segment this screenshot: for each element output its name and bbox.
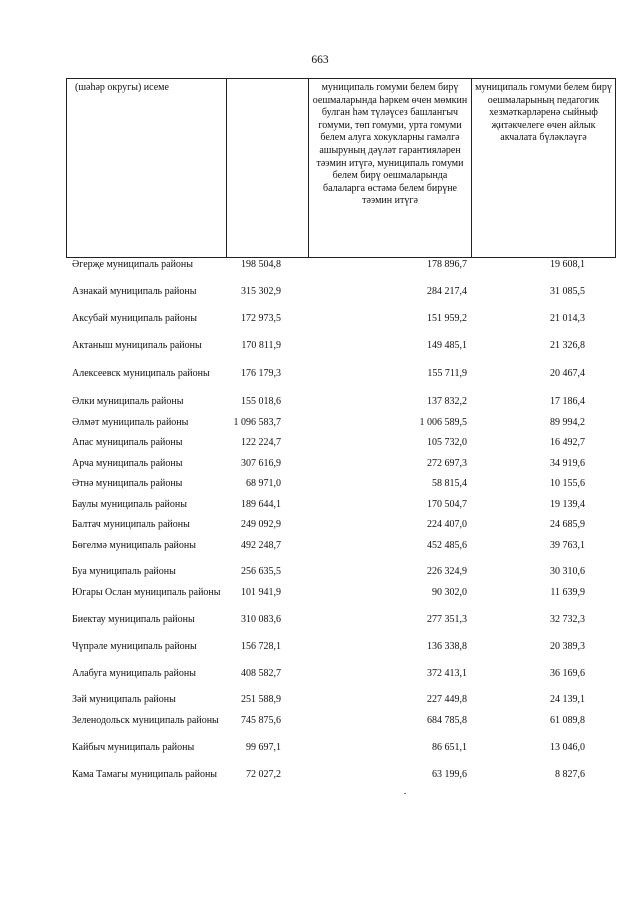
value-class-bonus: 24 139,1 — [550, 694, 585, 705]
table-row — [72, 368, 617, 380]
value-total: 745 875,6 — [241, 715, 281, 726]
value-class-bonus: 89 994,2 — [550, 417, 585, 428]
value-total: 189 644,1 — [241, 499, 281, 510]
district-name: Чүпрәле муниципаль районы — [72, 641, 197, 652]
header-name-column: (шәһәр округы) исеме — [67, 79, 227, 258]
district-name: Зәй муниципаль районы — [72, 694, 176, 705]
value-education: 1 006 589,5 — [419, 417, 467, 428]
value-total: 1 096 583,7 — [233, 417, 281, 428]
district-name: Буа муниципаль районы — [72, 566, 176, 577]
value-class-bonus: 19 139,4 — [550, 499, 585, 510]
value-total: 68 971,0 — [246, 478, 281, 489]
value-total: 99 697,1 — [246, 742, 281, 753]
value-class-bonus: 16 492,7 — [550, 437, 585, 448]
value-class-bonus: 13 046,0 — [550, 742, 585, 753]
value-education: 63 199,6 — [432, 769, 467, 780]
value-class-bonus: 21 326,8 — [550, 340, 585, 351]
value-education: 452 485,6 — [427, 540, 467, 551]
district-name: Аксубай муниципаль районы — [72, 313, 197, 324]
table-row — [72, 587, 617, 599]
value-education: 151 959,2 — [427, 313, 467, 324]
value-total: 307 616,9 — [241, 458, 281, 469]
district-name: Кама Тамагы муниципаль районы — [72, 769, 218, 780]
header-total-column — [227, 79, 309, 258]
value-education: 178 896,7 — [427, 259, 467, 270]
value-total: 172 973,5 — [241, 313, 281, 324]
district-name: Азнакай муниципаль районы — [72, 286, 197, 297]
value-education: 170 504,7 — [427, 499, 467, 510]
table-row — [72, 715, 617, 727]
district-name: Биектау муниципаль районы — [72, 614, 195, 625]
table-row — [72, 614, 617, 626]
value-class-bonus: 20 467,4 — [550, 368, 585, 379]
value-class-bonus: 61 089,8 — [550, 715, 585, 726]
table-row — [72, 668, 617, 680]
district-name: Әлмәт муниципаль районы — [72, 417, 189, 428]
table-row — [72, 540, 617, 552]
value-class-bonus: 20 389,3 — [550, 641, 585, 652]
district-name: Кайбыч муниципаль районы — [72, 742, 195, 753]
district-name: Әгерҗе муниципаль районы — [72, 259, 194, 270]
value-class-bonus: 39 763,1 — [550, 540, 585, 551]
value-total: 156 728,1 — [241, 641, 281, 652]
table-row — [72, 437, 617, 449]
value-total: 408 582,7 — [241, 668, 281, 679]
table-row — [72, 566, 617, 578]
value-education: 227 449,8 — [427, 694, 467, 705]
table-row — [72, 694, 617, 706]
value-education: 684 785,8 — [427, 715, 467, 726]
district-name: Арча муниципаль районы — [72, 458, 183, 469]
value-class-bonus: 19 608,1 — [550, 259, 585, 270]
value-total: 122 224,7 — [241, 437, 281, 448]
table-row — [72, 396, 617, 408]
value-education: 137 832,2 — [427, 396, 467, 407]
value-total: 251 588,9 — [241, 694, 281, 705]
district-name: Зеленодольск муниципаль районы — [72, 715, 219, 726]
value-education: 224 407,0 — [427, 519, 467, 530]
table-row — [72, 417, 617, 429]
district-name: Алексеевск муниципаль районы — [72, 368, 210, 379]
table-row — [72, 458, 617, 470]
table-row — [72, 769, 617, 781]
value-education: 277 351,3 — [427, 614, 467, 625]
table-row — [72, 340, 617, 352]
value-total: 256 635,5 — [241, 566, 281, 577]
value-total: 249 092,9 — [241, 519, 281, 530]
district-name: Актаныш муниципаль районы — [72, 340, 202, 351]
value-total: 198 504,8 — [241, 259, 281, 270]
value-class-bonus: 17 186,4 — [550, 396, 585, 407]
value-education: 272 697,3 — [427, 458, 467, 469]
header-education-guarantees-column: муниципаль гомуми белем бирү оешмаларында һәркем өчен мөмкин булган һәм түләүсез башлангыч гомуми, төп гомуми, урта гомуми белем алуга хокукларны гамәлгә ашыруның дәүләт гарантияләрен тәэмин итүгә, муниципаль гомуми белем бирү оешмаларында балаларга өстәмә белем бирүне тәэмин итүгә — [309, 79, 472, 258]
value-class-bonus: 24 685,9 — [550, 519, 585, 530]
table-row — [72, 286, 617, 298]
value-class-bonus: 36 169,6 — [550, 668, 585, 679]
value-class-bonus: 10 155,6 — [550, 478, 585, 489]
header-class-teacher-bonus-column: муниципаль гомуми белем бирү оешмаларының педагогик хезмәткәрләренә сыйныф җитәкчелеге өчен айлык акчалата бүләкләүгә — [472, 79, 616, 258]
value-total: 492 248,7 — [241, 540, 281, 551]
district-name: Баулы муниципаль районы — [72, 499, 187, 510]
table-row — [72, 313, 617, 325]
value-education: 149 485,1 — [427, 340, 467, 351]
value-education: 58 815,4 — [432, 478, 467, 489]
value-education: 105 732,0 — [427, 437, 467, 448]
value-total: 155 018,6 — [241, 396, 281, 407]
value-education: 155 711,9 — [427, 368, 467, 379]
value-education: 90 302,0 — [432, 587, 467, 598]
value-class-bonus: 34 919,6 — [550, 458, 585, 469]
district-name: Балтач муниципаль районы — [72, 519, 190, 530]
value-total: 72 027,2 — [246, 769, 281, 780]
district-name: Әтнә муниципаль районы — [72, 478, 183, 489]
page-number: 663 — [311, 54, 329, 66]
table-row — [72, 499, 617, 511]
value-education: 136 338,8 — [427, 641, 467, 652]
district-name: Югары Ослан муниципаль районы — [72, 587, 221, 598]
district-name: Алабуга муниципаль районы — [72, 668, 196, 679]
value-education: 86 651,1 — [432, 742, 467, 753]
value-class-bonus: 8 827,6 — [555, 769, 585, 780]
table-row — [72, 641, 617, 653]
table-row — [72, 259, 617, 271]
value-class-bonus: 30 310,6 — [550, 566, 585, 577]
district-name: Әлки муниципаль районы — [72, 396, 184, 407]
district-name: Апас муниципаль районы — [72, 437, 183, 448]
value-class-bonus: 21 014,3 — [550, 313, 585, 324]
value-education: 372 413,1 — [427, 668, 467, 679]
value-class-bonus: 32 732,3 — [550, 614, 585, 625]
table-row — [72, 742, 617, 754]
value-total: 170 811,9 — [241, 340, 281, 351]
value-total: 310 083,6 — [241, 614, 281, 625]
district-name: Бөгелмә муниципаль районы — [72, 540, 196, 551]
scan-mark — [404, 793, 406, 794]
value-education: 226 324,9 — [427, 566, 467, 577]
table-header — [66, 78, 616, 258]
value-total: 315 302,9 — [241, 286, 281, 297]
value-class-bonus: 31 085,5 — [550, 286, 585, 297]
value-education: 284 217,4 — [427, 286, 467, 297]
table-row — [72, 478, 617, 490]
value-class-bonus: 11 639,9 — [550, 587, 585, 598]
value-total: 176 179,3 — [241, 368, 281, 379]
value-total: 101 941,9 — [241, 587, 281, 598]
table-row — [72, 519, 617, 531]
